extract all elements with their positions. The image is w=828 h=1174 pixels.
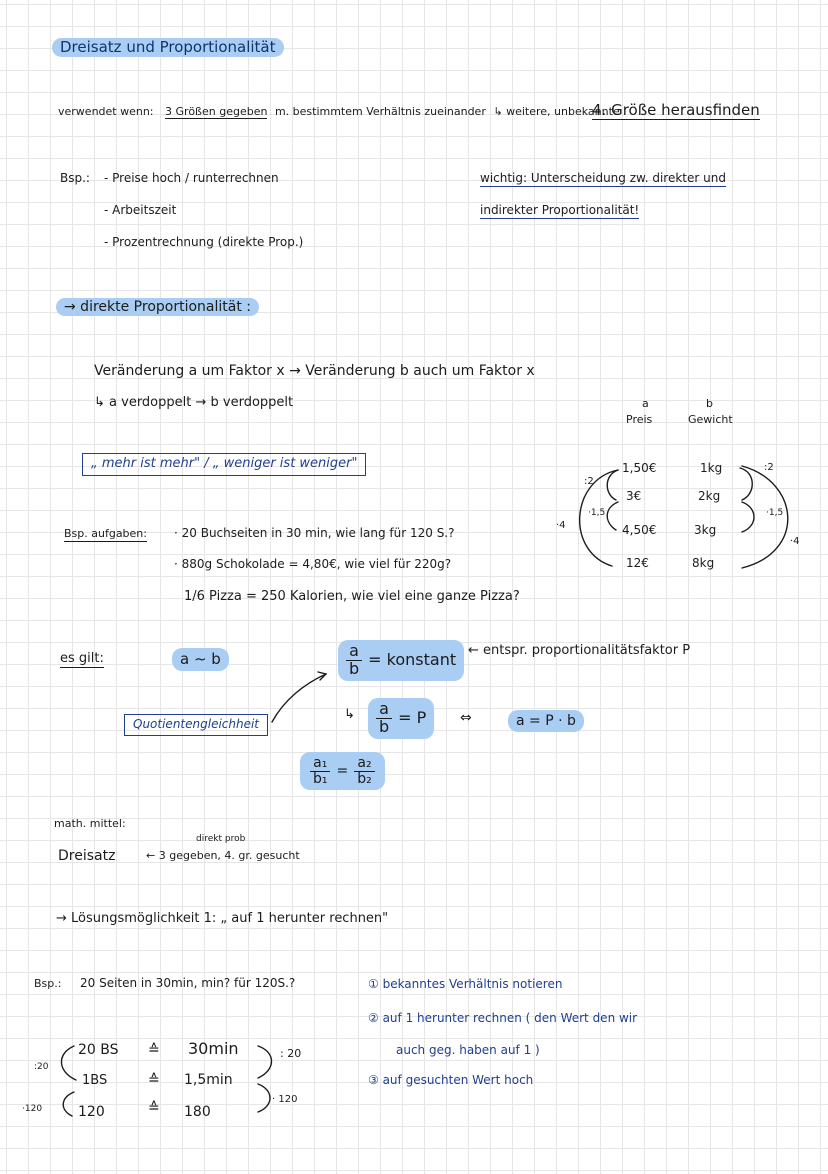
math-mittel-label: math. mittel: xyxy=(54,817,126,830)
fraction-a1-b1 xyxy=(310,756,331,786)
usage-find: 4. Größe herausfinden xyxy=(592,101,760,119)
step-2-continued: auch geg. haben auf 1 ) xyxy=(396,1043,540,1057)
ex2-right-brace-2 xyxy=(258,1084,270,1112)
fraction-b1: b₁ xyxy=(313,770,328,787)
task-1: · 20 Buchseiten in 30 min, wie lang für 120 S.? xyxy=(174,526,455,540)
dreisatz-description: ← 3 gegeben, 4. gr. gesucht xyxy=(146,849,300,862)
examples-item-2: - Arbeitszeit xyxy=(104,203,177,217)
step-2: ② auf 1 herunter rechnen ( den Wert den wir xyxy=(368,1011,638,1025)
table-left-brace-1 xyxy=(607,470,618,500)
examples-item-3: - Prozentrechnung (direkte Prop.) xyxy=(104,235,304,249)
table-right-factor-1: :2 xyxy=(764,462,774,473)
table-a-2: 3€ xyxy=(626,489,642,503)
table-right-brace-1 xyxy=(740,468,752,500)
task-2: · 880g Schokolade = 4,80€, wie viel für 220g? xyxy=(174,557,452,571)
direct-proportionality-heading: → direkte Proportionalität : xyxy=(56,298,259,316)
ex2-right-1: 30min xyxy=(188,1039,239,1058)
method-1-heading: → Lösungsmöglichkeit 1: „ auf 1 herunter rechnen" xyxy=(56,911,389,926)
table-left-brace-2 xyxy=(607,502,618,530)
ex2-left-3: 120 xyxy=(78,1104,105,1120)
usage-middle: m. bestimmtem Verhältnis zueinander xyxy=(274,105,486,118)
table-b-2: 2kg xyxy=(698,489,721,503)
task-3: 1/6 Pizza = 250 Kalorien, wie viel eine ganze Pizza? xyxy=(184,589,520,604)
konstant-text: = konstant xyxy=(368,650,457,670)
fraction-a-over-b-2 xyxy=(376,701,392,736)
table-col-a: a xyxy=(642,397,649,410)
table-right-factor-2: ·1,5 xyxy=(766,508,784,518)
direkt-prob-note: direkt prob xyxy=(196,834,246,844)
quotient-arrow xyxy=(272,674,326,722)
table-right-brace-2 xyxy=(742,502,754,532)
table-col-a-sub: Preis xyxy=(626,413,653,426)
ex2-left-brace-1 xyxy=(61,1046,76,1080)
ex2-right-2: 1,5min xyxy=(184,1072,233,1088)
table-b-1: 1kg xyxy=(700,461,723,475)
double-rule: ↳ a verdoppelt → b verdoppelt xyxy=(94,395,294,410)
equals-sign: = xyxy=(336,763,349,780)
fraction-den-2: b xyxy=(379,716,390,736)
quotient-konstant xyxy=(338,640,464,681)
ex2-right-3: 180 xyxy=(184,1104,211,1120)
important-note-line-1: wichtig: Unterscheidung zw. direkter und xyxy=(480,171,726,185)
table-col-b-sub: Gewicht xyxy=(688,413,733,426)
ex2-sym-2: ≙ xyxy=(148,1072,160,1088)
step-3: ③ auf gesuchten Wert hoch xyxy=(368,1073,534,1087)
ex2-right-factor-2: · 120 xyxy=(272,1094,298,1105)
ex2-left-brace-2 xyxy=(63,1092,74,1116)
table-b-3: 3kg xyxy=(694,523,717,537)
table-a-1: 1,50€ xyxy=(622,461,657,475)
usage-prefix: verwendet wenn: xyxy=(58,105,154,118)
usage-given: 3 Größen gegeben xyxy=(165,105,268,118)
step-1: ① bekanntes Verhältnis notieren xyxy=(368,977,563,991)
fraction-b2: b₂ xyxy=(357,770,372,787)
examples-label: Bsp.: xyxy=(60,171,90,185)
ex2-left-1: 20 BS xyxy=(78,1042,119,1058)
dreisatz-label: Dreisatz xyxy=(58,848,116,864)
equals-p-text: = P xyxy=(398,708,427,728)
table-a-3: 4,50€ xyxy=(622,523,657,537)
table-col-b: b xyxy=(706,397,713,410)
usage-arrow: ↳ xyxy=(493,105,503,118)
fraction-den: b xyxy=(349,658,360,678)
fraction-a2: a₂ xyxy=(354,756,374,772)
change-rule: Veränderung a um Faktor x → Veränderung b auch um Faktor x xyxy=(94,363,535,379)
table-left-factor-1: :2 xyxy=(584,476,594,487)
example-2-label: Bsp.: xyxy=(34,977,62,990)
table-a-4: 12€ xyxy=(626,556,649,570)
fraction-a1: a₁ xyxy=(310,756,330,772)
quotient-equality-formula xyxy=(300,752,385,790)
a-equals-p-times-b: a = P · b xyxy=(508,710,584,732)
fraction-num: a xyxy=(346,643,362,661)
quotient-equals-p xyxy=(368,698,434,739)
es-gilt-label: es gilt: xyxy=(60,651,104,666)
table-left-factor-3: ·4 xyxy=(556,520,566,531)
table-left-factor-2: ·1,5 xyxy=(588,508,606,518)
ex2-left-2: 1BS xyxy=(82,1073,108,1088)
ex2-left-factor-1: :20 xyxy=(34,1062,49,1072)
equivalence-symbol: ⇔ xyxy=(460,710,472,726)
formula-arrow: ↳ xyxy=(344,707,355,722)
examples-item-1: - Preise hoch / runterrechnen xyxy=(104,171,279,185)
ex2-sym-3: ≙ xyxy=(148,1100,160,1116)
motto-box: „ mehr ist mehr" / „ weniger ist weniger" xyxy=(82,453,366,476)
usage-line xyxy=(58,106,620,119)
example-2-question: 20 Seiten in 30min, min? für 120S.? xyxy=(80,976,296,990)
ex2-right-brace-1 xyxy=(258,1046,272,1078)
ex2-sym-1: ≙ xyxy=(148,1042,160,1058)
proportional-symbol: a ∼ b xyxy=(172,648,229,671)
usage-rest: weitere, unbekannte xyxy=(506,105,620,118)
quotient-equality-box: Quotientengleichheit xyxy=(124,714,268,736)
tasks-label: Bsp. aufgaben: xyxy=(64,527,147,540)
fraction-a-over-b xyxy=(346,643,362,678)
ex2-right-factor-1: : 20 xyxy=(280,1047,302,1060)
fraction-a2-b2 xyxy=(354,756,375,786)
table-b-4: 8kg xyxy=(692,556,715,570)
ex2-left-factor-2: ·120 xyxy=(22,1104,43,1114)
fraction-num-2: a xyxy=(376,701,392,719)
page-title: Dreisatz und Proportionalität xyxy=(52,38,284,57)
important-note-line-2: indirekter Proportionalität! xyxy=(480,203,640,217)
table-right-factor-3: ·4 xyxy=(790,536,800,547)
proportionality-factor-note: ← entspr. proportionalitätsfaktor P xyxy=(468,643,691,658)
